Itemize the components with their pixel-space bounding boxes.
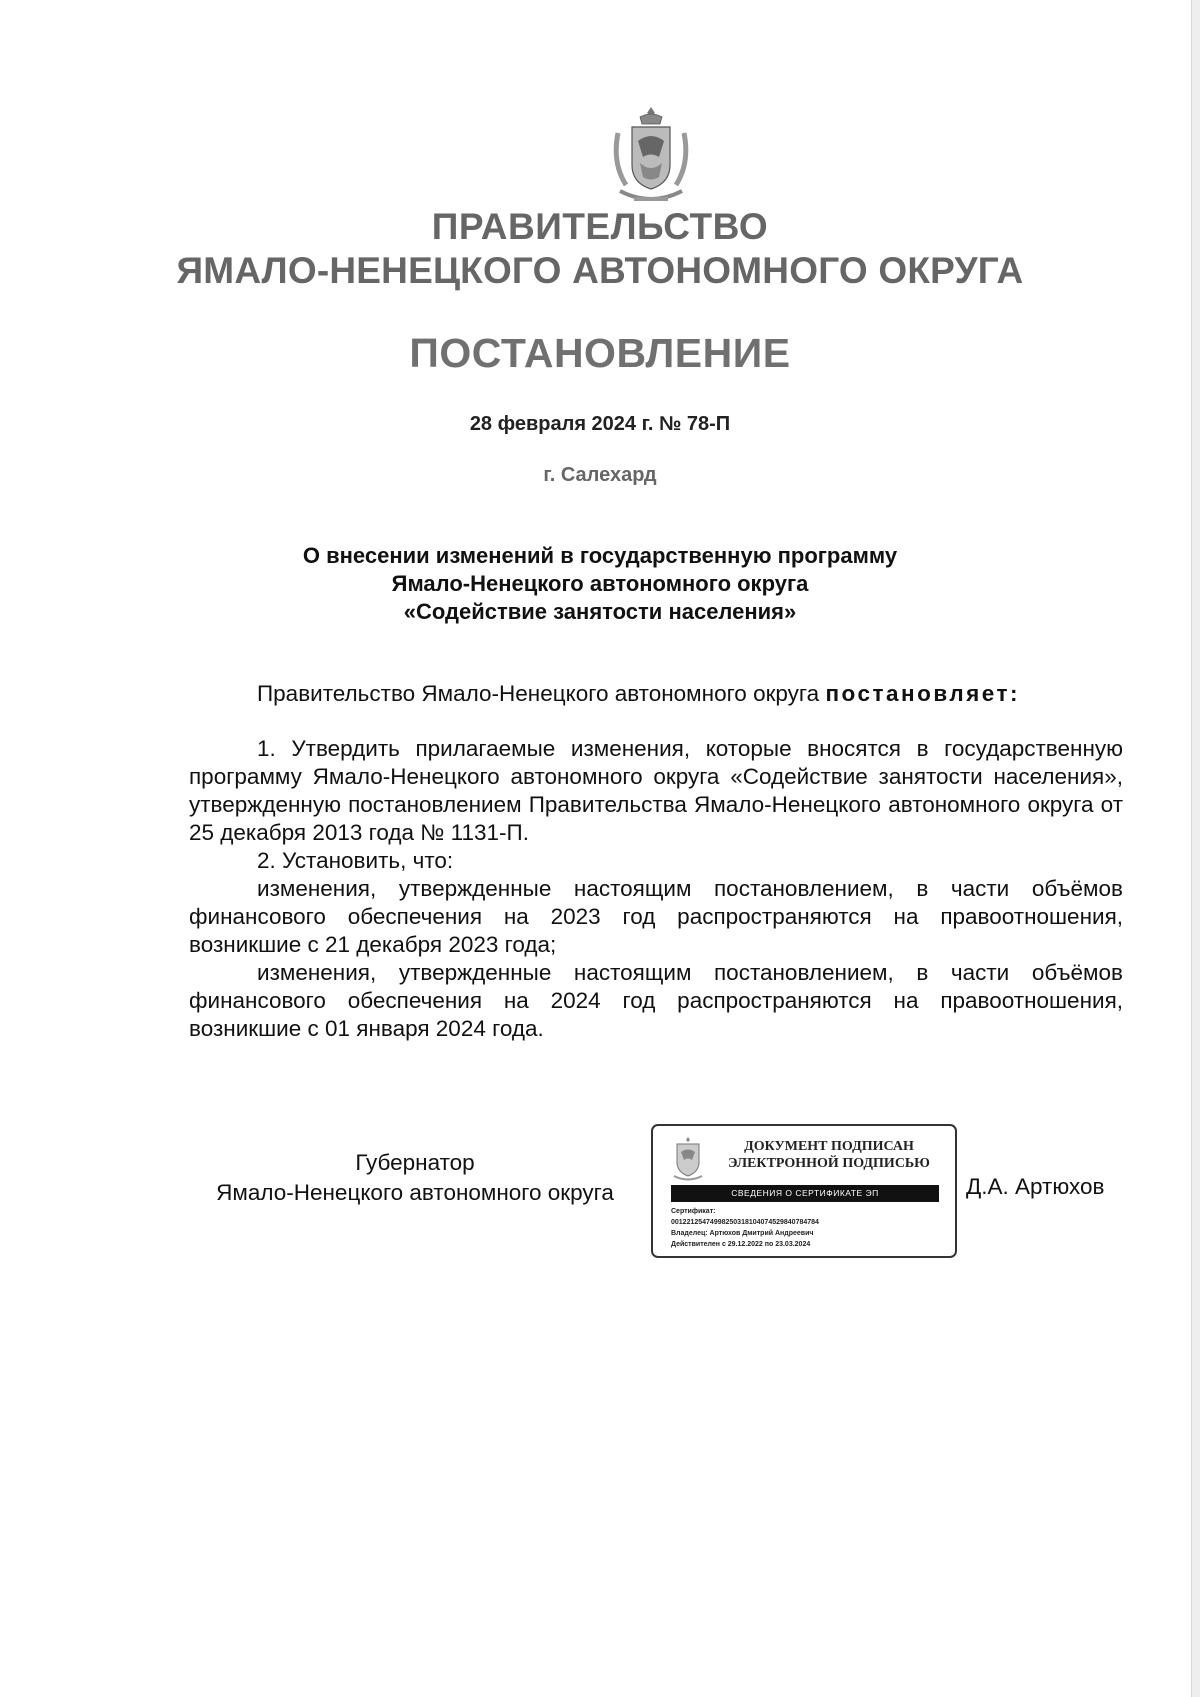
city: г. Салехард: [543, 464, 657, 486]
signatory-position: [190, 1148, 640, 1208]
item-2-clause-b: изменения, утвержденные настоящим постановлением, в части объёмов финансового обеспечения на 2024 год распространяются на правоотношения, возникшие с 01 января 2024 года.: [189, 960, 1123, 1041]
intro-decree-word: постановляет:: [825, 681, 1021, 706]
document-body: [189, 735, 1123, 1043]
position-line1: Губернатор: [355, 1150, 475, 1175]
stamp-emblem-icon: [671, 1136, 705, 1182]
stamp-title-line2: ЭЛЕКТРОННОЙ ПОДПИСЬЮ: [728, 1156, 930, 1171]
stamp-title: [715, 1138, 943, 1172]
electronic-signature-stamp: [651, 1124, 957, 1258]
document-subject: [0, 542, 1200, 626]
certificate-owner: Владелец: Артюхов Дмитрий Андреевич: [671, 1230, 814, 1237]
item-2: 2. Установить, что:: [257, 848, 454, 873]
signer-name: Д.А. Артюхов: [966, 1174, 1105, 1199]
date-and-number: 28 февраля 2024 г. № 78-П: [469, 413, 731, 435]
certificate-info-bar: СВЕДЕНИЯ О СЕРТИФИКАТЕ ЭП: [671, 1185, 939, 1202]
stamp-title-line1: ДОКУМЕНТ ПОДПИСАН: [744, 1139, 914, 1154]
position-line2: Ямало-Ненецкого автономного округа: [216, 1180, 614, 1205]
intro-text: Правительство Ямало-Ненецкого автономного округа: [257, 681, 820, 706]
document-type: ПОСТАНОВЛЕНИЕ: [409, 330, 791, 376]
item-1: 1. Утвердить прилагаемые изменения, которые вносятся в государственную программу Ямало-Ненецкого автономного округа «Содействие занятости населения», утвержденную постановлением Правительства Ямало-Ненецкого автономного округа от 25 декабря 2013 года № 1131-П.: [189, 736, 1123, 845]
subject-line1: О внесении изменений в государственную программу: [302, 543, 898, 568]
certificate-number: 00122125474998250318104074529840784784: [671, 1219, 819, 1226]
government-line1: ПРАВИТЕЛЬСТВО: [431, 206, 769, 247]
certificate-label: Сертификат:: [671, 1208, 716, 1215]
certificate-validity: Действителен с 29.12.2022 по 23.03.2024: [671, 1241, 811, 1248]
item-2-clause-a: изменения, утвержденные настоящим постановлением, в части объёмов финансового обеспечения на 2023 год распространяются на правоотношения, возникшие с 21 декабря 2023 года;: [189, 876, 1123, 957]
certificate-details: [671, 1206, 941, 1250]
government-line2: ЯМАЛО-НЕНЕЦКОГО АВТОНОМНОГО ОКРУГА: [176, 250, 1024, 291]
yamal-coat-of-arms-icon: [610, 105, 692, 205]
government-name: [0, 206, 1200, 292]
intro-paragraph: [257, 681, 1020, 707]
subject-line2: Ямало-Ненецкого автономного округа: [391, 571, 809, 596]
subject-line3: «Содействие занятости населения»: [403, 599, 797, 624]
